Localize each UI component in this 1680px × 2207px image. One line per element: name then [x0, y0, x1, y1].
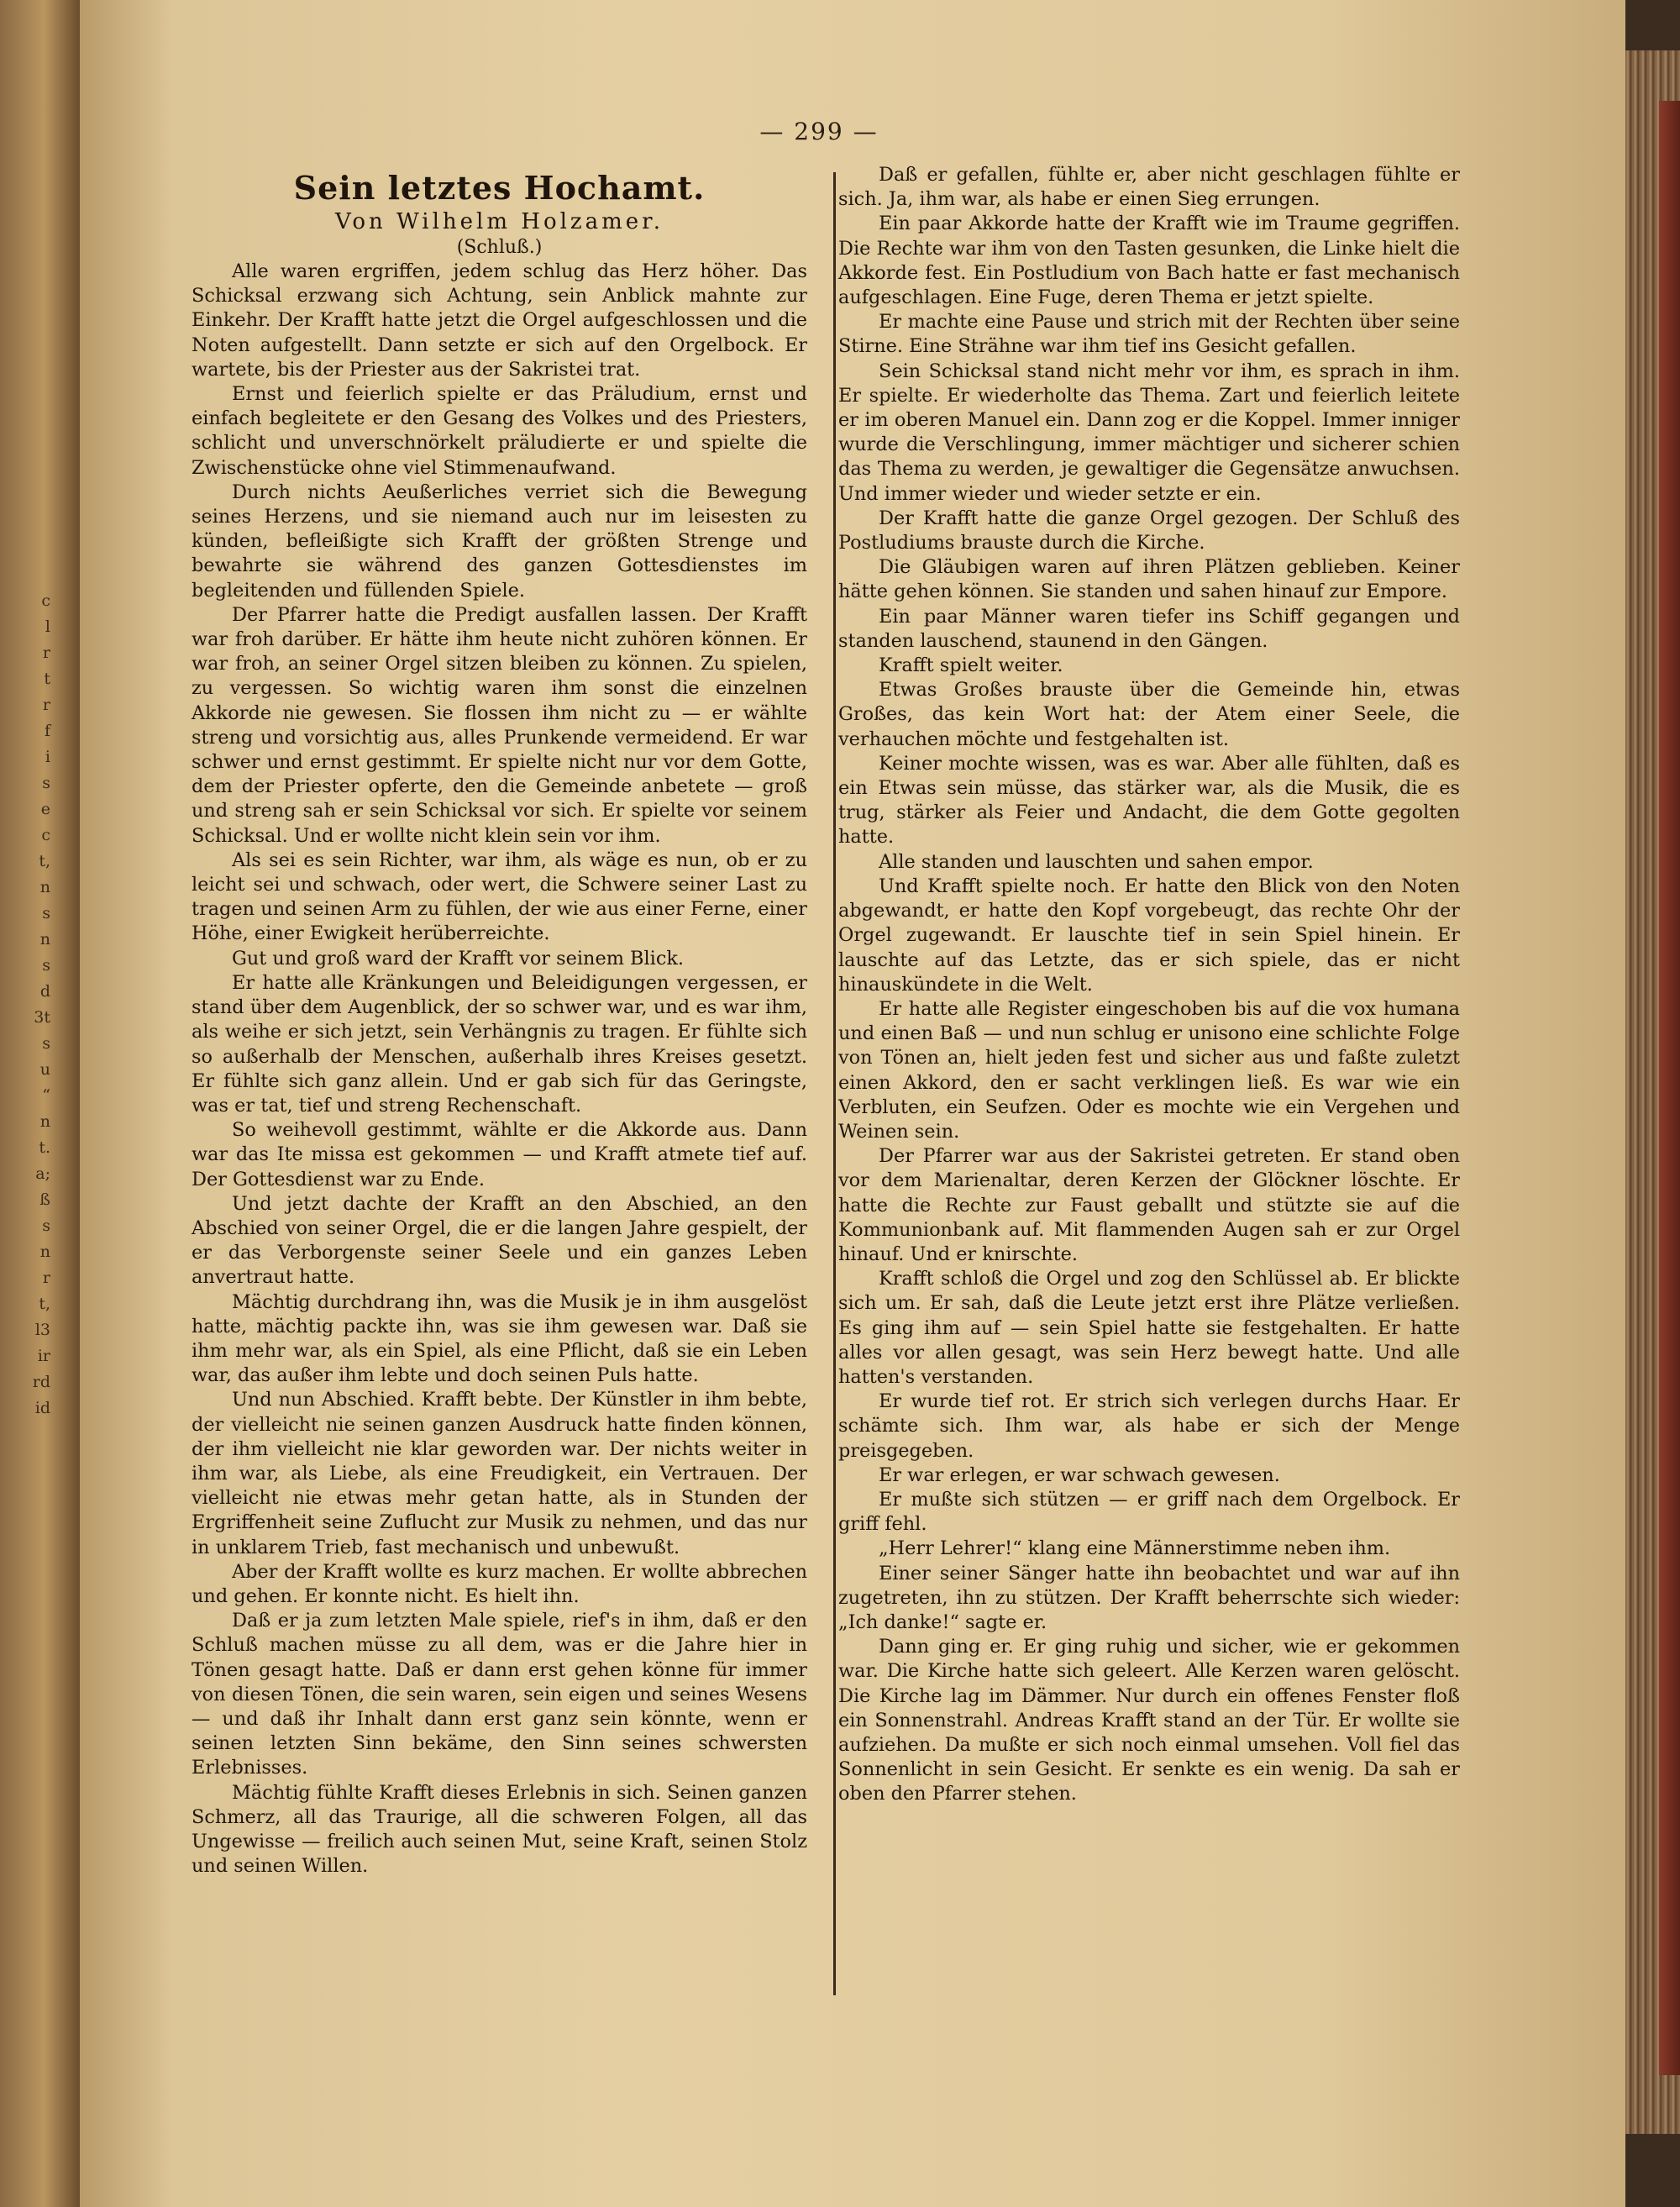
paragraph: Mächtig durchdrang ihn, was die Musik je in ihm ausgelöst hatte, mächtig packte ihn, was sie ihm gewesen war. Daß sie ihm mehr war, als ein Spiel, als eine Pflicht, daß sie ein Leben war, das außer ihm lebte und doch seinen Puls hatte. [192, 1290, 807, 1387]
paragraph: Der Krafft hatte die ganze Orgel gezogen. Der Schluß des Postludiums brauste durch die Kirche. [838, 507, 1460, 554]
right-column-body [838, 163, 1460, 1807]
facing-page-text-fragments [0, 588, 50, 1421]
facing-page-fragment: n [39, 930, 50, 948]
facing-page-fragment: ß [39, 1190, 50, 1209]
paragraph: Alle waren ergriffen, jedem schlug das Herz höher. Das Schicksal erzwang sich Achtung, sein Anblick mahnte zur Einkehr. Der Krafft hatte jetzt die Orgel aufgeschlossen und die Noten aufgestellt. Dann setzte er sich auf den Orgelbock. Er wartete, bis der Priester aus der Sakristei trat. [192, 260, 807, 381]
paragraph: Daß er gefallen, fühlte er, aber nicht geschlagen fühlte er sich. Ja, ihm war, als habe er einen Sieg errungen. [838, 164, 1460, 211]
facing-page-fragment: 3t [34, 1008, 50, 1027]
article-author: Von Wilhelm Holzamer. [334, 209, 664, 234]
facing-page-fragment: t [44, 670, 50, 688]
paragraph: Er machte eine Pause und strich mit der Rechten über seine Stirne. Eine Strähne war ihm tief ins Gesicht gefallen. [838, 311, 1460, 358]
paragraph: Einer seiner Sänger hatte ihn beobachtet und war auf ihn zugetreten, ihn zu stützen. Der Krafft beherrschte sich wieder: „Ich danke!“ sagte er. [838, 1562, 1460, 1633]
paragraph: Gut und groß ward der Krafft vor seinem Blick. [232, 947, 685, 970]
facing-page-edge [0, 0, 80, 2207]
facing-page-fragment: s [42, 904, 50, 922]
facing-page-fragment: l3 [34, 1321, 50, 1339]
paragraph: Krafft spielt weiter. [879, 654, 1063, 677]
left-column [192, 168, 807, 1879]
facing-page-fragment: n [39, 878, 50, 896]
paragraph: Ein paar Männer waren tiefer ins Schiff gegangen und standen lauschend, staunend in den Gängen. [838, 605, 1460, 652]
article-title: Sein letztes Hochamt. [293, 169, 706, 207]
facing-page-fragment: r [42, 1269, 50, 1287]
facing-page-fragment: a; [35, 1164, 50, 1183]
paragraph: Dann ging er. Er ging ruhig und sicher, wie er gekommen war. Die Kirche hatte sich geleert. Alle Kerzen waren gelöscht. Die Kirche lag im Dämmer. Nur durch ein offenes Fenster floß ein Sonnenstrahl. Andreas Krafft stand an der Tür. Er wollte sie aufziehen. Da mußte er sich noch einmal umsehen. Voll fiel das Sonnenlicht in sein Gesicht. Er senkte es ein wenig. Da sah er oben den Pfarrer stehen. [838, 1636, 1460, 1805]
paragraph: Er hatte alle Register eingeschoben bis auf die vox humana und einen Baß — und nun schlug er unisono eine schlichte Folge von Tönen an, hielt jeden fest und sicher aus und faßte zuletzt einen Akkord, den er sacht verklingen ließ. Es war wie ein Verbluten, ein Seufzen. Oder es mochte wie ein Vergehen und Weinen sein. [838, 997, 1460, 1143]
facing-page-fragment: u [39, 1060, 50, 1079]
column-divider [833, 172, 836, 1995]
facing-page-fragment: “ [42, 1086, 50, 1105]
facing-page-fragment: rd [32, 1373, 50, 1391]
paragraph: Und nun Abschied. Krafft bebte. Der Künstler in ihm bebte, der vielleicht nie seinen ganzen Ausdruck hatte finden können, der ihm vielleicht nie klar geworden war. Der nichts weiter in ihm war, als Liebe, als eine Freudigkeit, ein Vertrauen. Der vielleicht nie etwas mehr getan hatte, als in Stunden der Ergriffenheit seine Zuflucht zur Musik zu nehmen, und das nur in unklarem Trieb, fast mechanisch und unbewußt. [192, 1389, 807, 1558]
facing-page-fragment: t, [39, 852, 50, 870]
paragraph: Der Pfarrer war aus der Sakristei getreten. Er stand oben vor dem Marienaltar, deren Kerzen der Glöckner löschte. Er hatte die Rechte zur Faust geballt und stützte sie auf die Kommunionbank auf. Mit flammenden Augen sah er zur Orgel hinauf. Und er knirschte. [838, 1145, 1460, 1265]
paragraph: So weihevoll gestimmt, wählte er die Akkorde aus. Dann war das Ite missa est gekommen — und Krafft atmete tief auf. Der Gottesdienst war zu Ende. [192, 1119, 807, 1190]
paragraph: Sein Schicksal stand nicht mehr vor ihm, es sprach in ihm. Er spielte. Er wiederholte das Thema. Zart und feierlich leitete er im oberen Manuel ein. Dann zog er die Koppel. Immer inniger wurde die Verschlingung, immer mächtiger und sicherer schien das Thema zu werden, je gewaltiger die Gegensätze anwuchsen. Und immer wieder und wieder setzte er ein. [838, 360, 1460, 505]
paragraph: Keiner mochte wissen, was es war. Aber alle fühlten, daß es ein Etwas sein müsse, das stärker war, als die Musik, die es trug, stärker als Feier und Andacht, die dem Gotte gegolten hatte. [838, 752, 1460, 849]
facing-page-fragment: s [42, 956, 50, 975]
facing-page-fragment: d [39, 982, 50, 1001]
facing-page-fragment: n [39, 1112, 50, 1131]
paragraph: Mächtig fühlte Krafft dieses Erlebnis in sich. Seinen ganzen Schmerz, all das Traurige, all die schweren Folgen, all das Ungewisse — freilich auch seinen Mut, seine Kraft, seinen Stolz und seinen Willen. [192, 1781, 807, 1878]
paragraph: Und Krafft spielte noch. Er hatte den Blick von den Noten abgewandt, er hatte den Kopf vorgebeugt, das rechte Ohr der Orgel zugewandt. Er lauschte tief in sein Spiel hinein. Er lauschte auf das Letzte, das er sich spiele, das er nicht hinauskündete in die Welt. [838, 875, 1460, 996]
left-column-body [192, 260, 807, 1879]
facing-page-fragment: c [41, 591, 50, 610]
facing-page-fragment: f [44, 722, 50, 740]
cover-edge [1659, 101, 1680, 2075]
paragraph: „Herr Lehrer!“ klang eine Männerstimme neben ihm. [879, 1537, 1391, 1560]
facing-page-fragment: r [42, 696, 50, 714]
facing-page-fragment: ir [37, 1347, 50, 1365]
facing-page-fragment: n [39, 1243, 50, 1261]
paragraph: Die Gläubigen waren auf ihren Plätzen geblieben. Keiner hätte gehen können. Sie standen und sahen hinauf zur Empore. [838, 556, 1460, 603]
facing-page-fragment: c [41, 826, 50, 844]
paragraph: Etwas Großes brauste über die Gemeinde hin, etwas Großes, das kein Wort hat: der Atem einer Seele, die verhauchen möchte und festgehalten ist. [838, 679, 1460, 750]
paragraph: Aber der Krafft wollte es kurz machen. Er wollte abbrechen und gehen. Er konnte nicht. Es hielt ihn. [192, 1560, 807, 1607]
page-number: — 299 — [759, 118, 879, 145]
facing-page-fragment: i [45, 748, 50, 766]
paragraph: Daß er ja zum letzten Male spiele, rief's in ihm, daß er den Schluß machen müsse zu all dem, was er die Jahre hier in Tönen gesagt hatte. Daß er dann erst gehen könne für immer von diesen Tönen, die sein waren, sein eigen und seines Wesens — und daß ihr Inhalt dann erst ganz sein könnte, wenn er seinen letzten Sinn bekäme, den Sinn seines schwersten Erlebnisses. [192, 1610, 807, 1779]
paragraph: Ernst und feierlich spielte er das Präludium, ernst und einfach begleitete er den Gesang des Volkes und des Priesters, schlicht und unverschnörkelt präludierte er und spielte die Zwischenstücke ohne viel Stimmenaufwand. [192, 383, 807, 479]
paragraph: Er hatte alle Kränkungen und Beleidigungen vergessen, er stand über dem Augenblick, der so schwer war, und es war ihm, als weihe er sich jetzt, sein Verhängnis zu tragen. Er fühlte sich so außerhalb der Menschen, außerhalb ihres Kreises gesetzt. Er fühlte sich ganz allein. Und er gab sich für das Geringste, was er tat, tief und streng Rechenschaft. [192, 971, 807, 1117]
paragraph: Und jetzt dachte der Krafft an den Abschied, an den Abschied von seiner Orgel, die er die langen Jahre gespielt, der er das Verborgenste seiner Seele und ein ganzes Leben anvertraut hatte. [192, 1192, 807, 1289]
paragraph: Durch nichts Aeußerliches verriet sich die Bewegung seines Herzens, und sie niemand auch nur im leisesten zu künden, befleißigte sich Krafft der größten Strenge und bewahrte sie während des ganzen Gottesdienstes im begleitenden und füllenden Spiele. [192, 481, 807, 602]
paragraph: Der Pfarrer hatte die Predigt ausfallen lassen. Der Krafft war froh darüber. Er hätte ihm heute nicht zuhören können. Er war froh, an seiner Orgel sitzen bleiben zu können. Zu spielen, zu vergessen. So wichtig waren ihm sonst die einzelnen Akkorde nie gewesen. Sie flossen ihm nicht zu — er wählte streng und vorsichtig aus, alles Prunkende vermeidend. Er war schwer und ernst gestimmt. Er spielte nicht nur vor dem Gotte, dem der Priester opferte, den die Gemeinde anbetete — groß und streng sah er sein Schicksal vor sich. Er spielte vor seinem Schicksal. Und er wollte nicht klein sein vor ihm. [192, 603, 807, 847]
facing-page-fragment: t, [39, 1295, 50, 1313]
paragraph: Er war erlegen, er war schwach gewesen. [879, 1463, 1280, 1486]
right-column [838, 163, 1460, 1807]
paragraph: Ein paar Akkorde hatte der Krafft wie im Traume gegriffen. Die Rechte war ihm von den Tasten gesunken, die Linke hielt die Akkorde fest. Ein Postludium von Bach hatte er fast mechanisch aufgeschlagen. Eine Fuge, deren Thema er jetzt spielte. [838, 213, 1460, 309]
facing-page-fragment: s [42, 774, 50, 792]
article-subtitle: (Schluß.) [456, 237, 543, 258]
facing-page-fragment: t. [39, 1138, 50, 1157]
facing-page-fragment: s [42, 1216, 50, 1235]
paragraph: Krafft schloß die Orgel und zog den Schlüssel ab. Er blickte sich um. Er sah, daß die Leute jetzt erst ihre Plätze verließen. Es ging ihm auf — sein Spiel hatte sie festgehalten. Er hatte alles vor allen gesagt, was sein Herz bewegt hatte. Und alle hatten's verstanden. [838, 1268, 1460, 1388]
paragraph: Alle standen und lauschten und sahen empor. [879, 850, 1314, 873]
paragraph: Er mußte sich stützen — er griff nach dem Orgelbock. Er griff fehl. [838, 1488, 1460, 1536]
facing-page-fragment: r [42, 644, 50, 662]
paragraph: Er wurde tief rot. Er strich sich verlegen durchs Haar. Er schämte sich. Ihm war, als habe er sich der Menge preisgegeben. [838, 1390, 1460, 1462]
paragraph: Als sei es sein Richter, war ihm, als wäge es nun, ob er zu leicht sei und schwach, oder wert, die Schwere seiner Last zu tragen und seinen Arm zu fühlen, der wie aus einer Ferne, einer Höhe, einer Ewigkeit herüberreichte. [192, 849, 807, 945]
facing-page-fragment: e [40, 800, 50, 818]
facing-page-fragment: s [42, 1034, 50, 1053]
facing-page-fragment: l [45, 617, 50, 636]
facing-page-fragment: id [34, 1399, 50, 1417]
